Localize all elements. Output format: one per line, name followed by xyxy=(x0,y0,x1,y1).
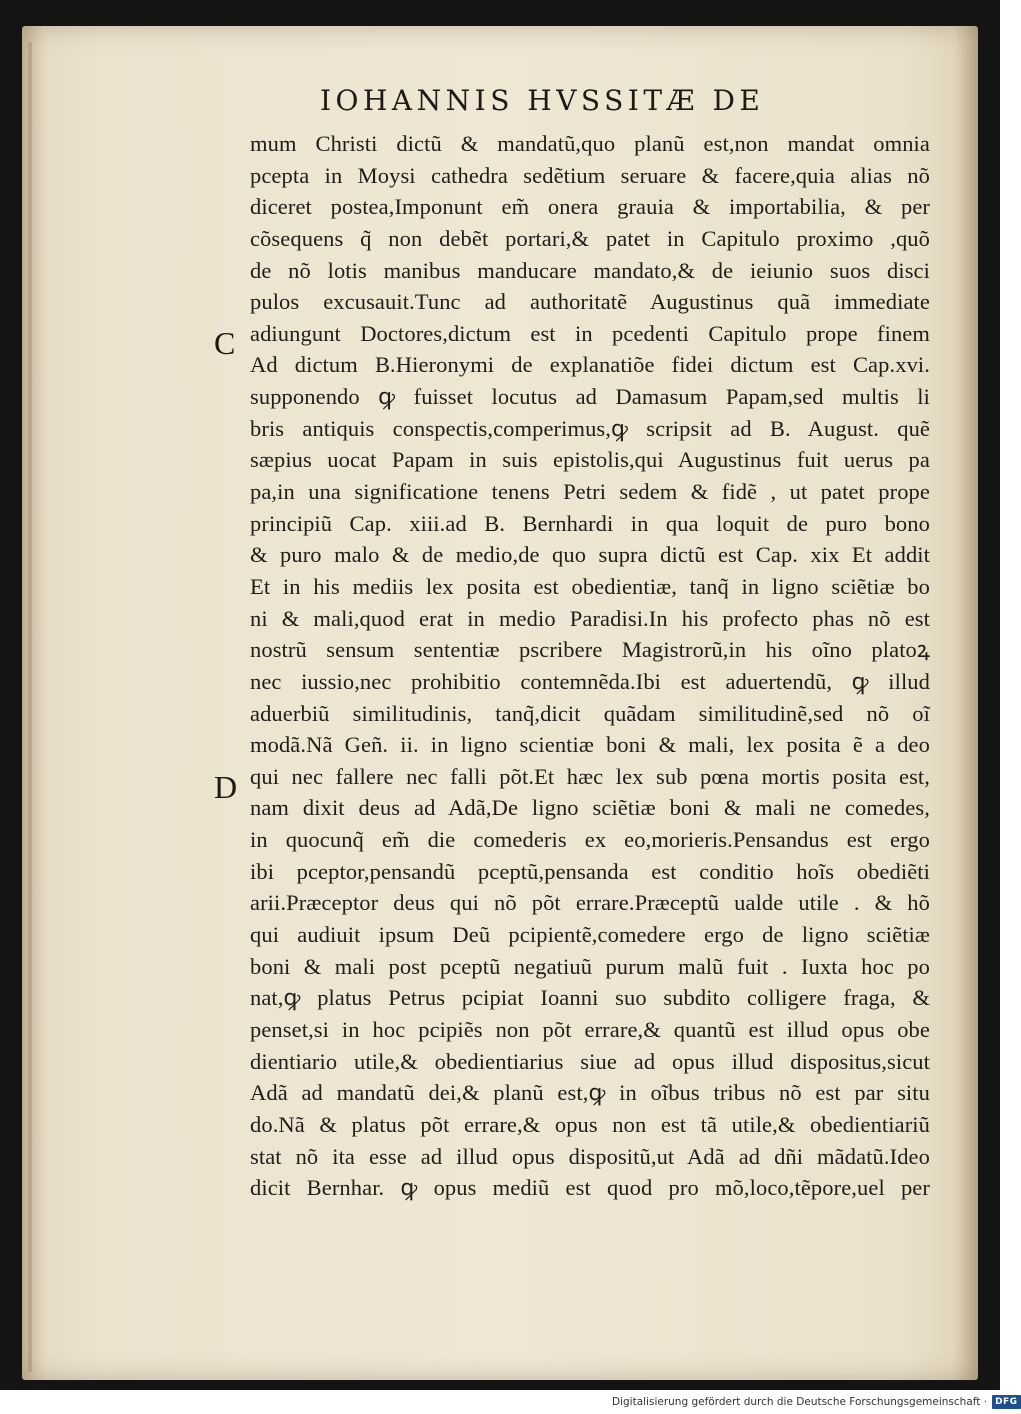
text-line: penset,si in hoc pcipiẽs non põt errare,& quantũ est illud opus obe xyxy=(250,1016,930,1042)
text-line: Ad dictum B.Hieronymi de explanatiõe fidei dictum est Cap.xvi. xyxy=(250,352,930,378)
text-line: arii.Præceptor deus qui nõ põt errare.Præceptũ ualde utile . & hõ xyxy=(250,890,930,916)
text-line: de nõ lotis manibus manducare mandato,& de ieiunio suos disci xyxy=(250,257,930,283)
text-line: qui audiuit ipsum Deũ pcipientẽ,comedere ergo de ligno sciẽtiæ xyxy=(250,922,930,948)
text-line: cõsequens q̃ non debẽt portari,& patet in Capitulo proximo ,quõ xyxy=(250,225,930,251)
text-line: dientiario utile,& obedientiarius siue ad opus illud dispositus,sicut xyxy=(250,1048,930,1074)
funding-footer xyxy=(612,1392,1021,1412)
text-line: aduerbiũ similitudinis, tanq̃,dicit quãdam similitudinẽ,sed nõ oĩ xyxy=(250,700,930,726)
text-line: ni & mali,quod erat in medio Paradisi.In his profecto phas nõ est xyxy=(250,605,930,631)
funding-note: Digitalisierung gefördert durch die Deutsche Forschungsgemeinschaft · xyxy=(612,1396,988,1408)
text-line: Et in his mediis lex posita est obedientiæ, tanq̃ in ligno sciẽtiæ bo xyxy=(250,573,930,599)
marginal-letter-c: C xyxy=(214,325,236,361)
text-line: & puro malo & de medio,de quo supra dictũ est Cap. xix Et addit xyxy=(250,542,930,568)
body-text xyxy=(250,128,930,1204)
text-line: bris antiquis conspectis,comperimus,ꝙ scripsit ad B. August. quẽ xyxy=(250,415,930,441)
dfg-logo: DFG xyxy=(992,1395,1021,1409)
text-line: boni & mali post pceptũ negatiuũ purum malũ fuit . Iuxta hoc po xyxy=(250,953,930,979)
text-line: nat,ꝙ platus Petrus pcipiat Ioanni suo subdito colligere fraga, & xyxy=(250,985,930,1011)
text-line: stat nõ ita esse ad illud opus dispositũ,ut Adã ad dñi mãdatũ.Ideo xyxy=(250,1143,930,1169)
text-line: ibi pceptor,pensandũ pceptũ,pensanda est conditio hoĩs obediẽti xyxy=(250,858,930,884)
text-line: in quocunq̃ em̃ die comederis ex eo,morieris.Pensandus est ergo xyxy=(250,827,930,853)
text-line: pa,in una significatione tenens Petri sedem & fidẽ , ut patet prope xyxy=(250,479,930,505)
text-line: nam dixit deus ad Adã,De ligno sciẽtiæ boni & mali ne comedes, xyxy=(250,795,930,821)
text-line: adiungunt Doctores,dictum est in pcedenti Capitulo prope finem xyxy=(250,320,930,346)
text-line: do.Nã & platus põt errare,& opus non est tã utile,& obedientiariũ xyxy=(250,1111,930,1137)
text-line: mum Christi dictũ & mandatũ,quo planũ est,non mandat omnia xyxy=(250,131,930,156)
text-line: qui nec fallere nec falli põt.Et hæc lex sub pœna mortis posita est, xyxy=(250,763,930,789)
marginal-letter-d: D xyxy=(214,769,238,805)
text-line: diceret postea,Imponunt em̃ onera grauia & importabilia, & per xyxy=(250,194,930,220)
text-line: dicit Bernhar. ꝙ opus mediũ est quod pro mõ,loco,tẽpore,uel per xyxy=(250,1175,930,1201)
text-line: nec iussio,nec prohibitio contemnẽda.Ibi est aduertendũ, ꝙ illud xyxy=(250,668,930,694)
text-line: sæpius uocat Papam in suis epistolis,qui Augustinus fuit uerus pa xyxy=(250,447,930,473)
text-line: modã.Nã Geñ. ii. in ligno scientiæ boni & mali, lex posita ẽ a deo xyxy=(250,732,930,758)
text-line: nostrũ sensum sententiæ pscribere Magistrorũ,in his oĩno platoꝝ xyxy=(250,637,930,663)
text-line: pcepta in Moysi cathedra sedẽtium seruare & facere,quia alias nõ xyxy=(250,162,930,188)
text-line: pulos excusauit.Tunc ad authoritatẽ Augustinus quã immediate xyxy=(250,289,930,315)
text-line: Adã ad mandatũ dei,& planũ est,ꝙ in oĩbus tribus nõ est par situ xyxy=(250,1080,930,1106)
running-head: IOHANNIS HVSSITÆ DE xyxy=(320,84,765,117)
text-line: supponendo ꝙ fuisset locutus ad Damasum Papam,sed multis li xyxy=(250,384,930,410)
text-line: principiũ Cap. xiii.ad B. Bernhardi in qua loquit de puro bono xyxy=(250,510,930,536)
